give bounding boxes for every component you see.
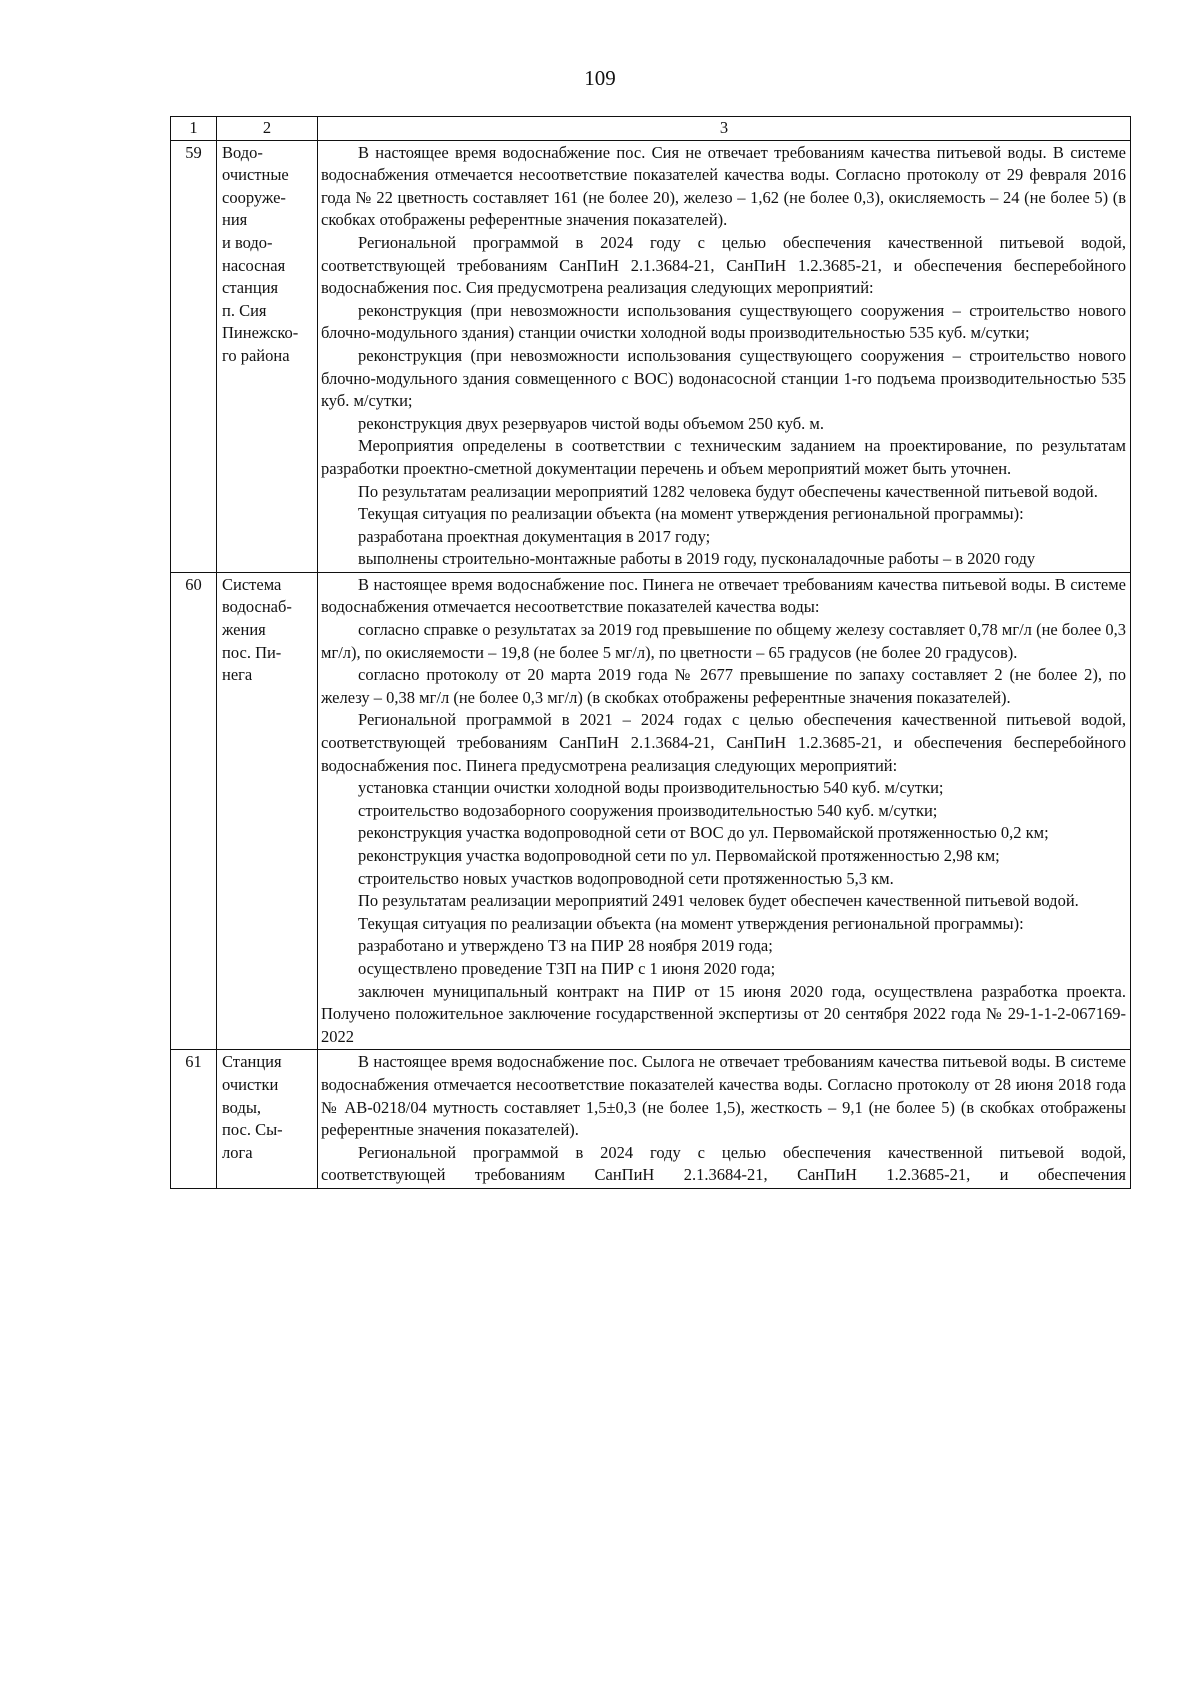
paragraph: Региональной программой в 2021 – 2024 годах с целью обеспечения качественной питьевой водой, соответствующей требованиям СанПиН 2.1.3684-21, СанПиН 1.2.3685-21, и обеспечения бесперебойного водоснабжения пос. Пинега предусмотрена реализация следующих мероприятий: (321, 710, 1126, 775)
paragraph: В настоящее время водоснабжение пос. Сылога не отвечает требованиям качества питьевой воды. В системе водоснабжения отмечается несоответствие показателей качества воды. Согласно протоколу от 28 июня 2018 года № АВ-0218/04 мутность составляет 1,5±0,3 (не более 1,5), жесткость – 9,1 (не более 5) (в скобках отображены референтные значения показателей). (321, 1052, 1126, 1140)
page-number: 109 (584, 66, 616, 90)
paragraph: По результатам реализации мероприятий 1282 человека будут обеспечены качественной питьевой водой. (358, 481, 1098, 501)
header-col-3: 3 (318, 117, 1131, 141)
measures-description (318, 1050, 1131, 1189)
paragraph: согласно протоколу от 20 марта 2019 года № 2677 превышение по запаху составляет 2 (не более 2), по железу – 0,38 мг/л (не более 0,3 мг/л) (в скобках отображены референтные значения показателей). (321, 665, 1126, 707)
measures-description (318, 140, 1131, 572)
table-row-59 (171, 140, 1131, 572)
paragraph: выполнены строительно-монтажные работы в 2019 году, пусконаладочные работы – в 2020 году (358, 549, 1036, 569)
table-row-60 (171, 572, 1131, 1049)
paragraph: установка станции очистки холодной воды производительностью 540 куб. м/сутки; (358, 778, 944, 798)
paragraph: В настоящее время водоснабжение пос. Сия не отвечает требованиям качества питьевой воды. В системе водоснабжения отмечается несоответствие показателей качества воды. Согласно протоколу от 29 февраля 2016 года № 22 цветность составляет 161 (не более 20), железо – 1,62 (не более 0,3), окисляемость – 24 (не более 5) (в скобках отображены референтные значения показателей). (321, 142, 1126, 230)
paragraph: По результатам реализации мероприятий 2491 человек будет обеспечен качественной питьевой водой. (358, 891, 1079, 911)
paragraph: Мероприятия определены в соответствии с техническим заданием на проектирование, по результатам разработки проектно-сметной документации перечень и объем мероприятий может быть уточнен. (321, 436, 1126, 478)
header-col-1: 1 (171, 117, 217, 141)
paragraph: осуществлено проведение ТЗП на ПИР с 1 июня 2020 года; (358, 958, 776, 978)
paragraph: строительство новых участков водопроводной сети протяженностью 5,3 км. (358, 868, 894, 888)
row-number: 61 (171, 1050, 217, 1189)
object-name: Водо- очистные сооруже- ния и водо- насосная станция п. Сия Пинежско- го района (217, 140, 318, 572)
paragraph: реконструкция двух резервуаров чистой воды объемом 250 куб. м. (358, 413, 824, 433)
paragraph: реконструкция участка водопроводной сети от ВОС до ул. Первомайской протяженностью 0,2 км; (358, 823, 1049, 843)
paragraph: Региональной программой в 2024 году с целью обеспечения качественной питьевой водой, соответствующей требованиям СанПиН 2.1.3684-21, СанПиН 1.2.3685-21, и обеспечения (321, 1142, 1126, 1185)
table-row-61 (171, 1050, 1131, 1189)
paragraph: Текущая ситуация по реализации объекта (на момент утверждения региональной программы): (358, 913, 1024, 933)
paragraph: разработана проектная документация в 2017 году; (358, 526, 711, 546)
table-header-row (171, 117, 1131, 141)
paragraph: реконструкция (при невозможности использования существующего сооружения – строительство нового блочно-модульного здания совмещенного с ВОС) водонасосной станции 1-го подъема производительностью 535 куб. м/сутки; (321, 345, 1126, 411)
paragraph: разработано и утверждено ТЗ на ПИР 28 ноября 2019 года; (358, 936, 773, 956)
paragraph: заключен муниципальный контракт на ПИР от 15 июня 2020 года, осуществлена разработка проекта. Получено положительное заключение государственной экспертизы от 20 сентября 2022 года № 29-1-1-2-067169-2022 (321, 981, 1126, 1046)
object-name: Станция очистки воды, пос. Сы- лога (217, 1050, 318, 1189)
paragraph: реконструкция (при невозможности использования существующего сооружения – строительство нового блочно-модульного здания) станции очистки холодной воды производительностью 535 куб. м/сутки; (321, 300, 1126, 343)
measures-table (170, 116, 1131, 1189)
paragraph: Региональной программой в 2024 году с целью обеспечения качественной питьевой водой, соответствующей требованиям СанПиН 2.1.3684-21, СанПиН 1.2.3685-21, и обеспечения бесперебойного водоснабжения пос. Сия предусмотрена реализация следующих мероприятий: (321, 232, 1126, 298)
paragraph: В настоящее время водоснабжение пос. Пинега не отвечает требованиям качества питьевой воды. В системе водоснабжения отмечается несоответствие показателей качества воды: (321, 574, 1126, 617)
paragraph: строительство водозаборного сооружения производительностью 540 куб. м/сутки; (358, 800, 938, 820)
row-number: 60 (171, 572, 217, 1049)
row-number: 59 (171, 140, 217, 572)
paragraph: Текущая ситуация по реализации объекта (на момент утверждения региональной программы): (358, 504, 1024, 524)
paragraph: согласно справке о результатах за 2019 год превышение по общему железу составляет 0,78 мг/л (не более 0,3 мг/л), по окисляемости – 19,8 (не более 5 мг/л), по цветности – 65 градусов (не более 20 градусов). (321, 620, 1126, 662)
paragraph: реконструкция участка водопроводной сети по ул. Первомайской протяженностью 2,98 км; (358, 846, 1000, 865)
object-name: Система водоснаб- жения пос. Пи- нега (217, 572, 318, 1049)
measures-description (318, 572, 1131, 1049)
header-col-2: 2 (217, 117, 318, 141)
